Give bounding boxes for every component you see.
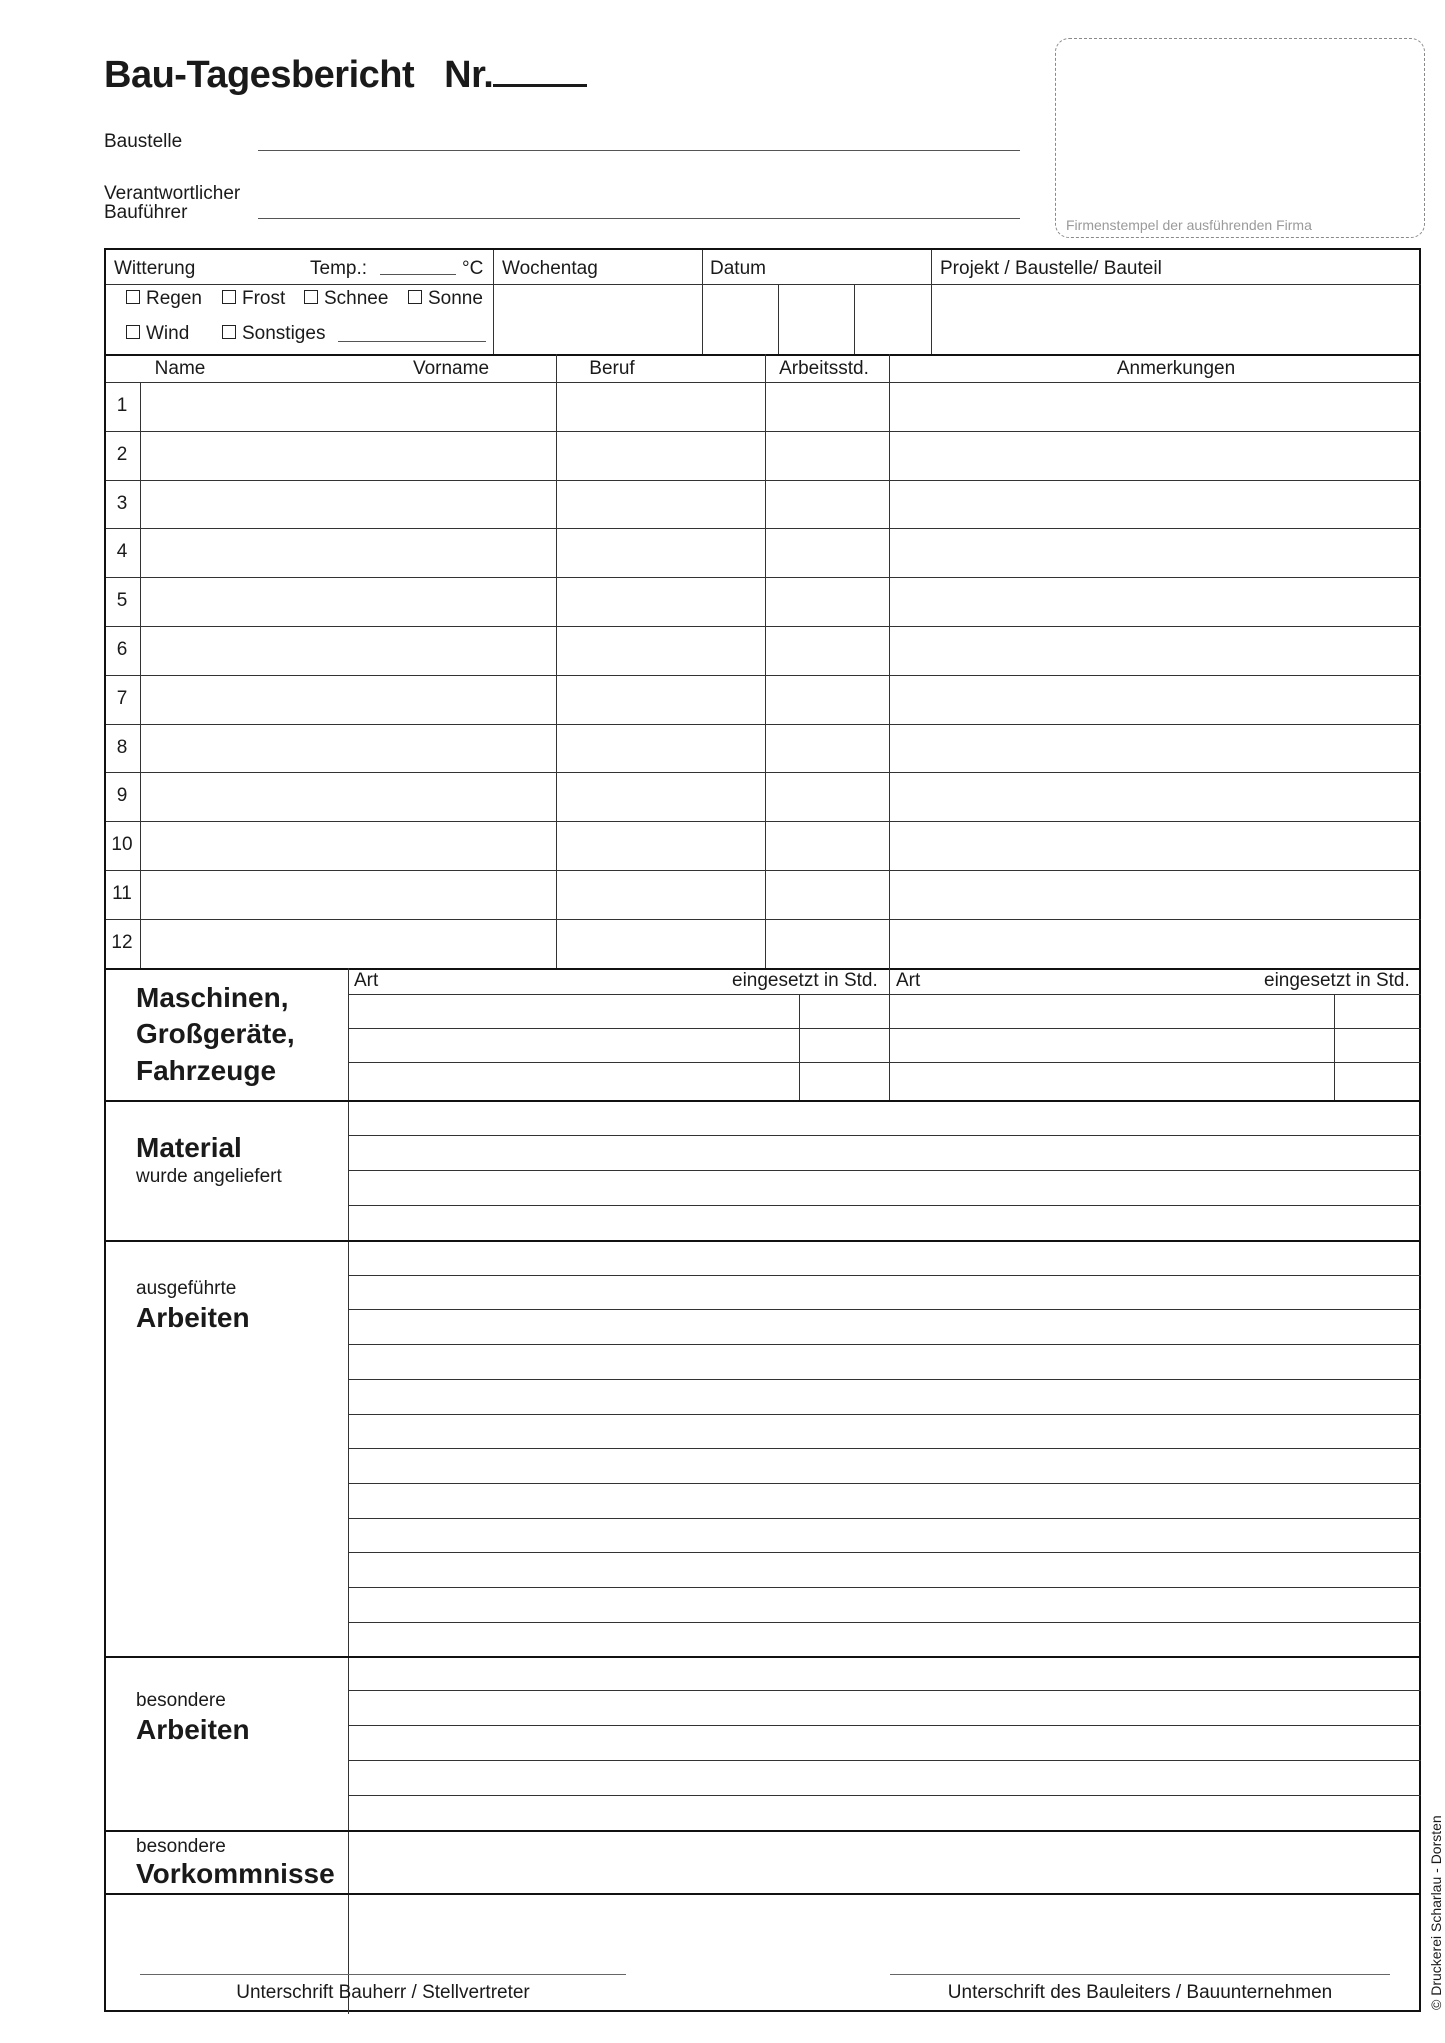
frost-label: Frost: [242, 288, 286, 309]
row-number: 5: [116, 590, 128, 612]
option-regen[interactable]: [126, 288, 202, 310]
frost-checkbox[interactable]: [222, 290, 236, 304]
bauleiter-label-line2: Bauführer: [104, 202, 188, 223]
row-number: 6: [116, 639, 128, 660]
sonstiges-checkbox[interactable]: [222, 325, 236, 339]
ruled-line[interactable]: [348, 1344, 1421, 1345]
schnee-checkbox[interactable]: [304, 290, 318, 304]
table-row-divider: [106, 480, 1421, 481]
report-number-label: Nr.: [444, 54, 494, 96]
table-row-divider: [106, 577, 1421, 578]
table-row-divider: [106, 919, 1421, 920]
report-form: [104, 248, 1421, 2012]
row-number: 11: [112, 883, 132, 904]
option-sonstiges[interactable]: [222, 323, 325, 345]
signature-line-right[interactable]: [890, 1974, 1390, 1975]
copyright-notice: © Druckerei Scharlau - Dorsten: [1428, 1815, 1444, 2010]
ruled-line[interactable]: [348, 1414, 1421, 1415]
besondere-arbeiten-title: Arbeiten: [136, 1714, 250, 1745]
sonne-checkbox[interactable]: [408, 290, 422, 304]
signature-label-right: Unterschrift des Bauleiters / Bauunternehmen: [947, 1982, 1333, 2003]
baustelle-label: Baustelle: [104, 131, 183, 152]
row-number: 10: [111, 834, 133, 856]
sonstiges-field[interactable]: [338, 341, 486, 342]
ruled-line[interactable]: [348, 1483, 1421, 1484]
ruled-line[interactable]: [348, 1587, 1421, 1588]
row-number: 2: [116, 443, 128, 465]
wind-checkbox[interactable]: [126, 325, 140, 339]
row-number: 8: [116, 736, 128, 758]
ausgefuehrte-title: Arbeiten: [136, 1302, 250, 1333]
ruled-line[interactable]: [348, 1622, 1421, 1623]
schnee-label: Schnee: [324, 288, 389, 309]
vorkommnisse-subtitle: besondere: [136, 1836, 226, 1857]
table-row-divider: [106, 675, 1421, 676]
besondere-arbeiten-subtitle: besondere: [136, 1690, 226, 1711]
row-number: 4: [116, 541, 128, 563]
row-number: 1: [116, 395, 128, 416]
ruled-line[interactable]: [348, 1379, 1421, 1380]
witterung-label: Witterung: [114, 258, 196, 279]
row-number: 3: [116, 492, 128, 514]
bauleiter-label-line1: Verantwortlicher: [104, 183, 241, 204]
sonstiges-label: Sonstiges: [242, 323, 326, 344]
col-header-beruf: Beruf: [589, 358, 635, 379]
option-schnee[interactable]: [304, 288, 388, 310]
bauleiter-field[interactable]: [258, 218, 1020, 219]
table-row-divider: [106, 528, 1421, 529]
row-number: 7: [116, 687, 128, 709]
option-sonne[interactable]: [408, 288, 483, 310]
machines-art-label-right: Art: [896, 970, 921, 991]
temp-field[interactable]: [380, 274, 456, 275]
col-header-name: Name: [154, 358, 206, 379]
machines-title: [136, 980, 295, 1089]
regen-checkbox[interactable]: [126, 290, 140, 304]
ruled-line[interactable]: [348, 1448, 1421, 1449]
table-row-divider: [106, 821, 1421, 822]
signature-label-left: Unterschrift Bauherr / Stellvertreter: [236, 1982, 530, 2003]
ruled-line[interactable]: [348, 1552, 1421, 1553]
ruled-line[interactable]: [348, 1309, 1421, 1310]
page-title: [104, 54, 587, 97]
stamp-caption: Firmenstempel der ausführenden Firma: [1066, 217, 1312, 233]
report-number-field[interactable]: [493, 58, 587, 87]
bauleiter-label: [104, 184, 240, 222]
col-header-arbeitsstd: Arbeitsstd.: [779, 358, 869, 379]
row-number: 12: [111, 931, 133, 953]
machines-art-label-left: Art: [354, 970, 379, 991]
table-row-divider: [106, 870, 1421, 871]
title-text: Bau-Tagesbericht: [104, 54, 415, 96]
table-row-divider: [106, 431, 1421, 432]
table-row-divider: [106, 724, 1421, 725]
machines-hours-label-right: eingesetzt in Std.: [1264, 970, 1410, 991]
projekt-label: Projekt / Baustelle/ Bauteil: [940, 258, 1162, 279]
option-wind[interactable]: [126, 323, 189, 345]
ruled-line[interactable]: [348, 1275, 1421, 1276]
machines-title-line1: Maschinen,: [136, 982, 289, 1013]
company-stamp-box: [1055, 38, 1425, 238]
table-row-divider: [106, 626, 1421, 627]
ruled-line[interactable]: [348, 1518, 1421, 1519]
ausgefuehrte-subtitle: ausgeführte: [136, 1278, 237, 1299]
table-row-divider: [106, 772, 1421, 773]
wind-label: Wind: [146, 323, 190, 344]
datum-label: Datum: [710, 258, 766, 279]
machines-title-line3: Fahrzeuge: [136, 1054, 277, 1086]
sonne-label: Sonne: [428, 288, 483, 309]
temp-unit: °C: [462, 258, 484, 279]
wochentag-label: Wochentag: [502, 258, 598, 279]
regen-label: Regen: [146, 288, 202, 309]
machines-hours-label-left: eingesetzt in Std.: [732, 970, 878, 991]
vorkommnisse-title: Vorkommnisse: [136, 1858, 335, 1889]
machines-title-line2: Großgeräte,: [136, 1018, 295, 1050]
material-title: Material: [136, 1132, 242, 1163]
signature-line-left[interactable]: [140, 1974, 626, 1975]
temp-label: Temp.:: [310, 258, 368, 279]
option-frost[interactable]: [222, 288, 285, 310]
col-header-anmerkungen: Anmerkungen: [1116, 358, 1236, 379]
row-number: 9: [116, 785, 128, 807]
col-header-vorname: Vorname: [412, 358, 490, 379]
baustelle-field[interactable]: [258, 150, 1020, 151]
material-subtitle: wurde angeliefert: [136, 1166, 282, 1187]
